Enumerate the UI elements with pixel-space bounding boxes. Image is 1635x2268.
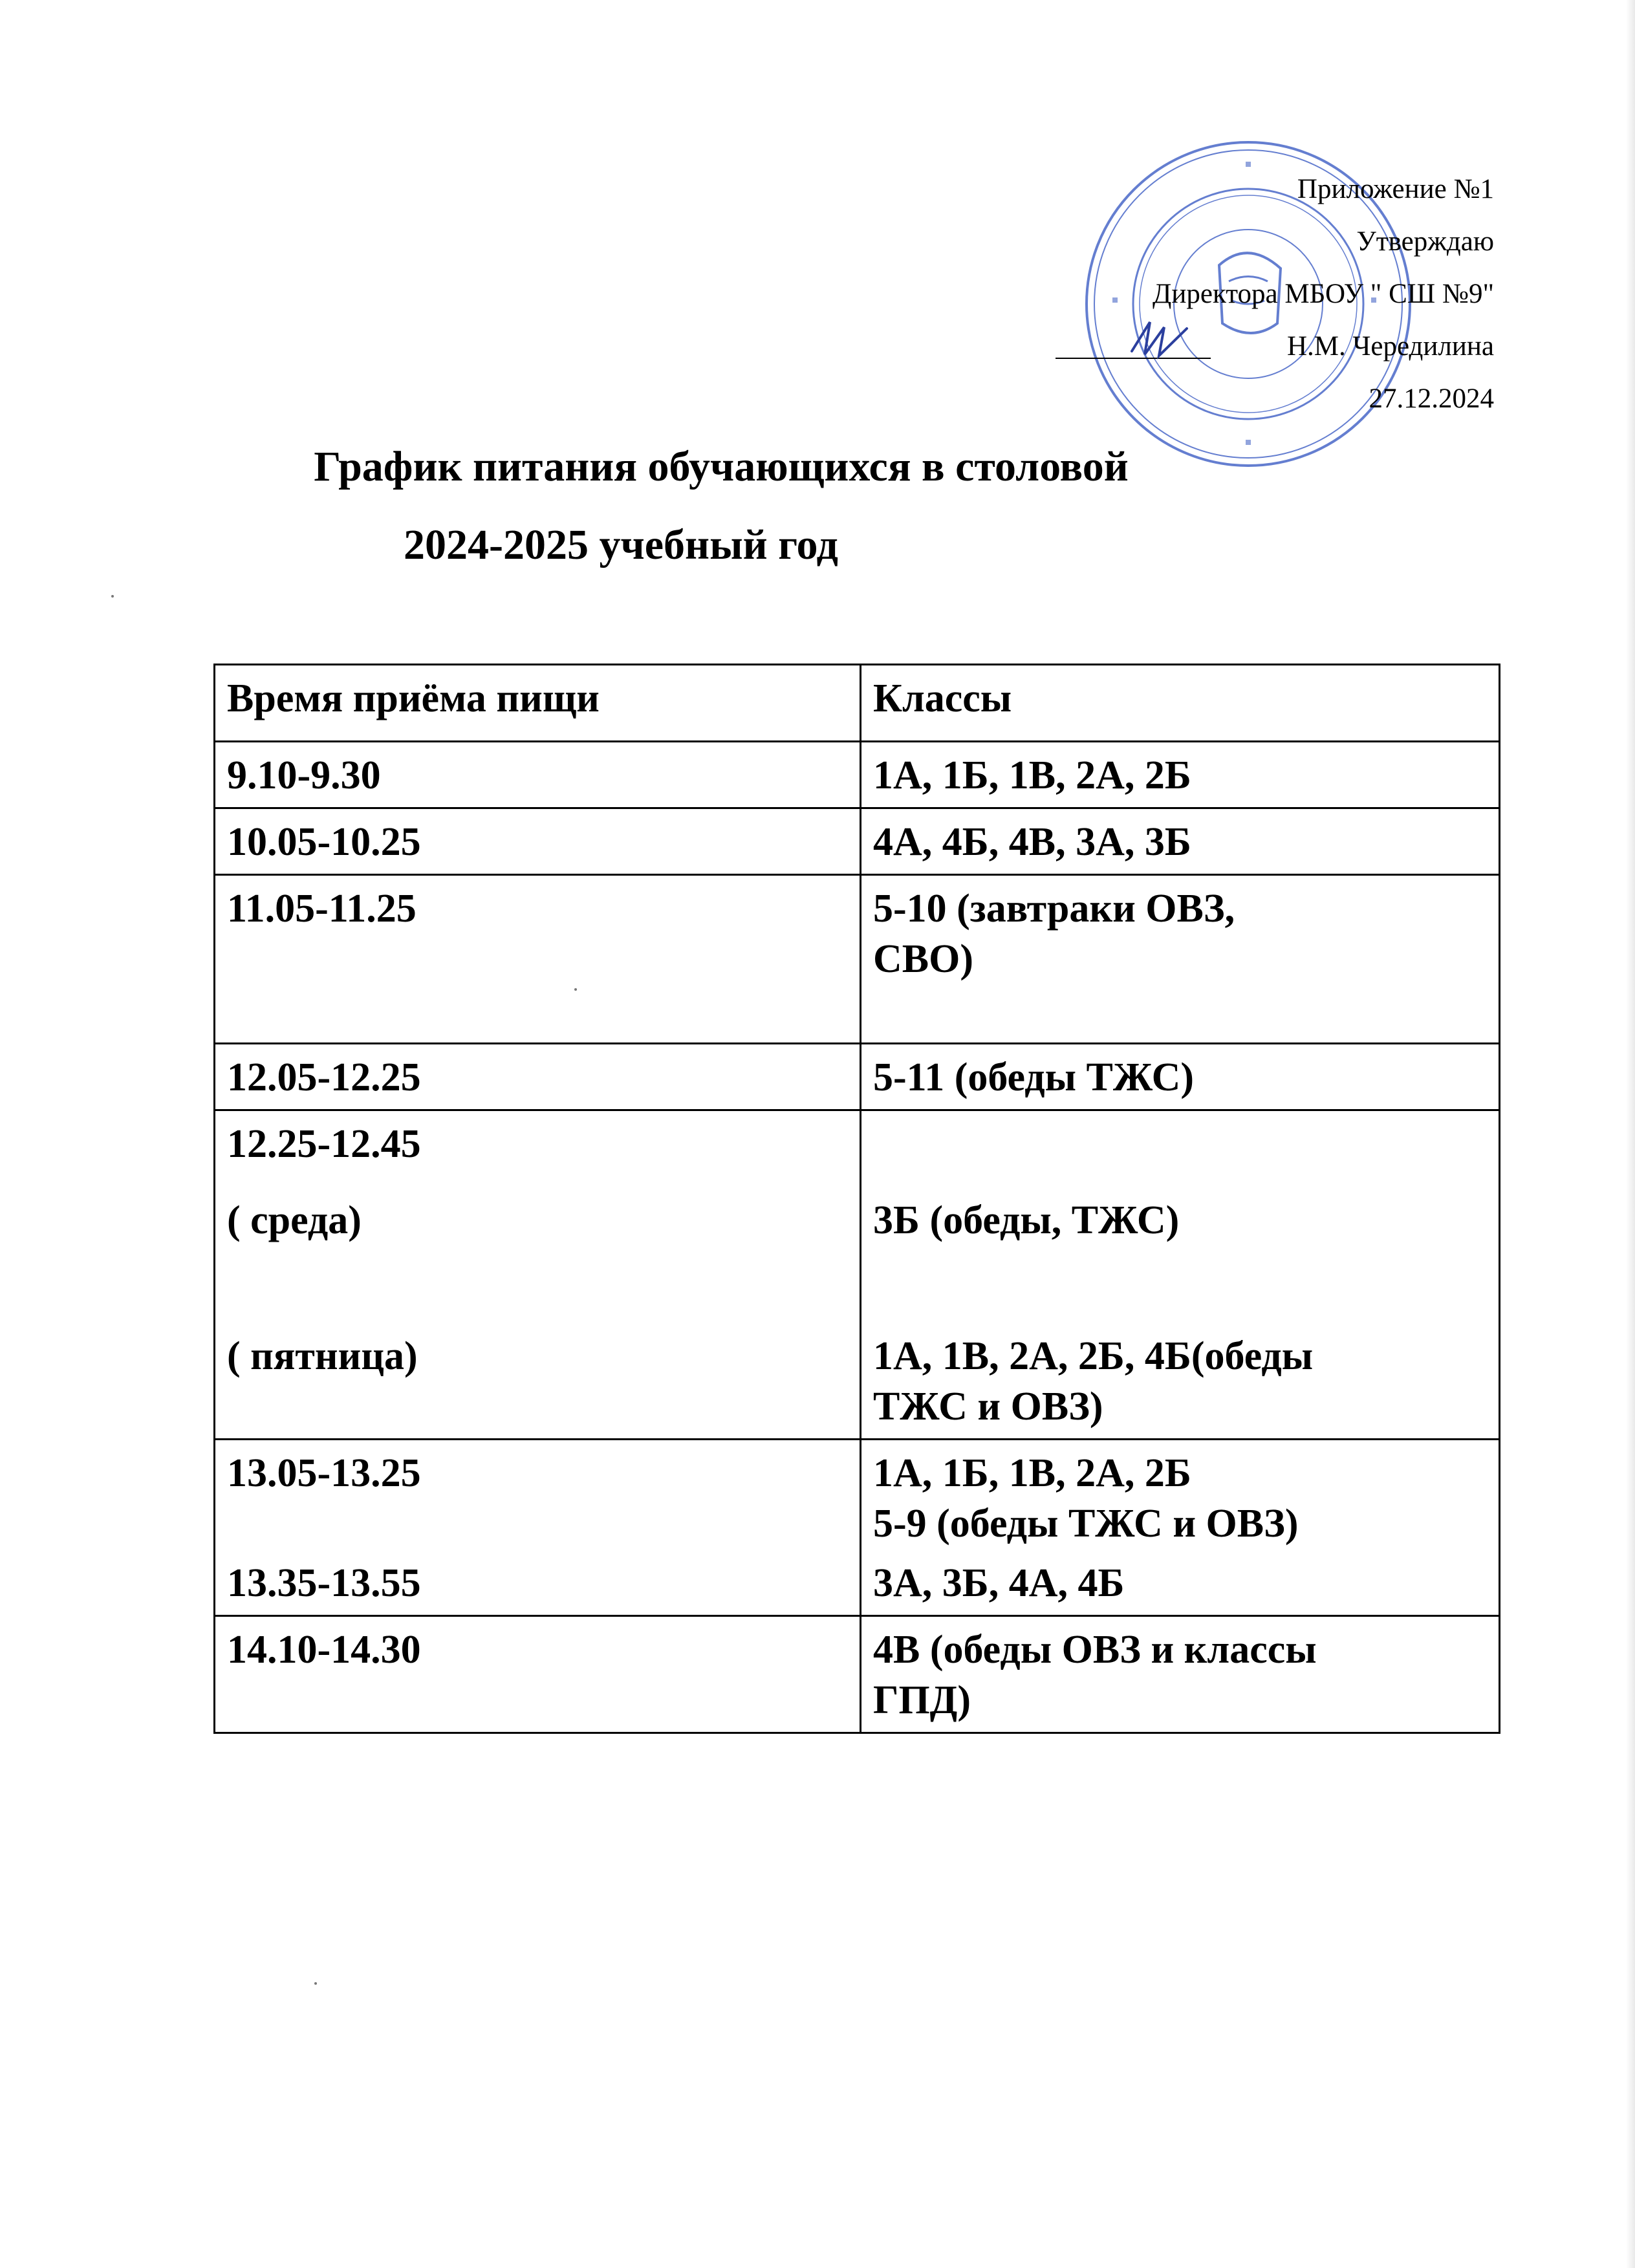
document-title: График питания обучающихся в столовой xyxy=(314,443,1129,490)
classes-cell: 5-10 (завтраки ОВЗ, СВО) xyxy=(861,875,1500,1044)
classes-cell: 4В (обеды ОВЗ и классы ГПД) xyxy=(861,1616,1500,1733)
classes-cell: 1А, 1Б, 1В, 2А, 2Б xyxy=(861,742,1500,808)
approval-block xyxy=(1153,163,1494,425)
time-cell: 13.05-13.25 13.35-13.55 xyxy=(215,1440,861,1616)
scan-speck xyxy=(314,1982,317,1985)
classes-cell: 5-11 (обеды ТЖС) xyxy=(861,1044,1500,1110)
appendix-number: Приложение №1 xyxy=(1297,174,1494,204)
table-row xyxy=(215,1110,1500,1440)
table-row xyxy=(215,1044,1500,1110)
classes-cell: 3Б (обеды, ТЖС) 1А, 1В, 2А, 2Б, 4Б(обеды ТЖС и ОВЗ) xyxy=(861,1110,1500,1440)
scan-speck xyxy=(111,595,114,598)
time-cell: 10.05-10.25 xyxy=(215,808,861,875)
meal-schedule-table xyxy=(213,664,1500,1734)
header-classes: Классы xyxy=(861,665,1500,742)
director-position: Директора МБОУ " СШ №9" xyxy=(1153,279,1494,309)
time-cell: 14.10-14.30 xyxy=(215,1616,861,1733)
time-cell: 11.05-11.25 xyxy=(215,875,861,1044)
table-row xyxy=(215,808,1500,875)
table-header-row xyxy=(215,665,1500,742)
director-name: Н.М. Чередилина xyxy=(1286,331,1494,362)
time-cell: 12.05-12.25 xyxy=(215,1044,861,1110)
approval-date: 27.12.2024 xyxy=(1369,383,1494,414)
page-edge xyxy=(1626,0,1635,2268)
document-subtitle: 2024-2025 учебный год xyxy=(404,521,838,568)
classes-cell: 1А, 1Б, 1В, 2А, 2Б 5-9 (обеды ТЖС и ОВЗ) 3А, 3Б, 4А, 4Б xyxy=(861,1440,1500,1616)
time-cell: 9.10-9.30 xyxy=(215,742,861,808)
classes-cell: 4А, 4Б, 4В, 3А, 3Б xyxy=(861,808,1500,875)
director-signature xyxy=(1125,316,1203,361)
table-row xyxy=(215,1440,1500,1616)
approve-label: Утверждаю xyxy=(1356,226,1494,257)
table-row xyxy=(215,1616,1500,1733)
scan-speck xyxy=(574,988,577,991)
table-row xyxy=(215,742,1500,808)
time-cell: 12.25-12.45 ( среда) ( пятница) xyxy=(215,1110,861,1440)
table-row xyxy=(215,875,1500,1044)
header-time: Время приёма пищи xyxy=(215,665,861,742)
